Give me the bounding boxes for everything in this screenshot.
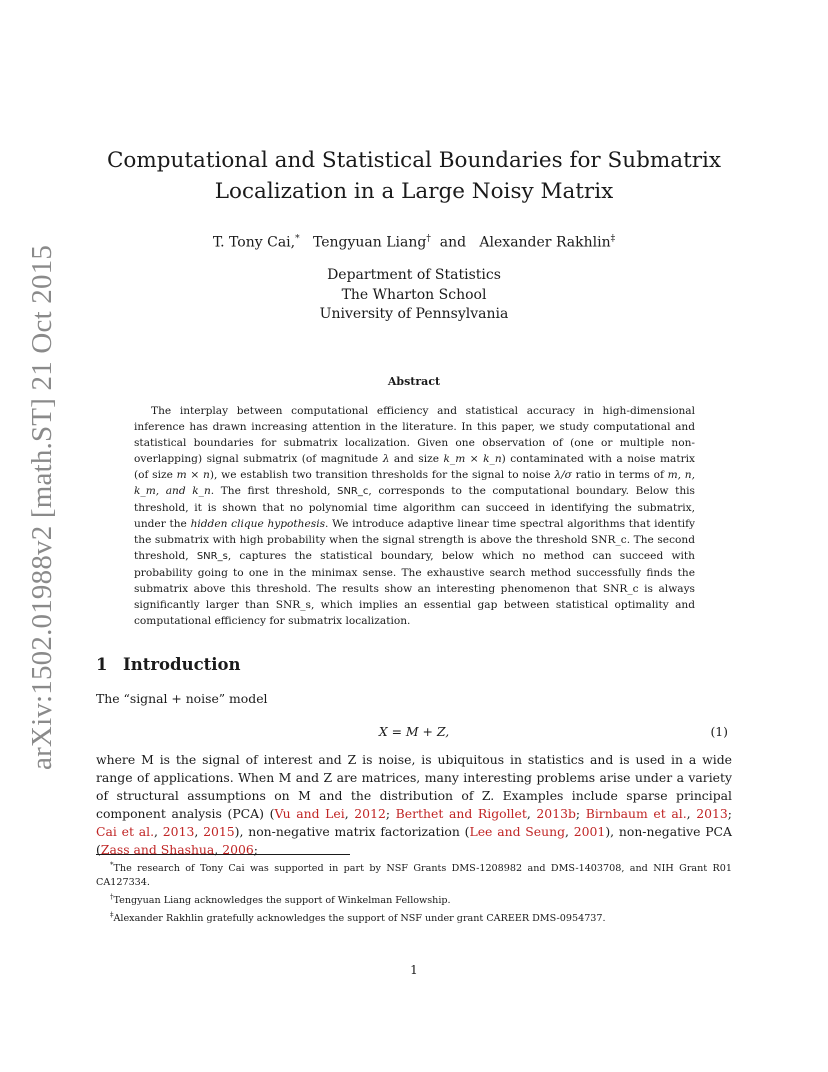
affiliation-line-1: Department of Statistics (327, 267, 501, 283)
citation-link[interactable]: Berthet and Rigollet (395, 806, 527, 821)
citation-year-link[interactable]: 2013 (162, 824, 195, 839)
citation-year-link[interactable]: 2013b (536, 806, 576, 821)
author-cai: T. Tony Cai, (212, 234, 296, 251)
abstract-text: ) contaminated with a noise matrix (of size (134, 453, 696, 481)
equation-body: X = M + Z, (378, 724, 450, 739)
section-title: Introduction (123, 655, 241, 674)
paragraph-body: where M is the signal of interest and Z is noise, is ubiquitous in statistics and is used in a wide range of applications. When M and Z are matrices, many interesting problems arise under a variety of structural assumptions on M and the distribution of Z. Examples include sparse principal component analysis (PCA) (Vu and Lei, 2012; Berthet and Rigollet, 2013b; Birnbaum et al., 2013; Cai et al., 2013, 2015), non-negative matrix factorization (Lee and Seung, 2001), non-negative PCA (Zass and Shashua, 2006; (96, 752, 732, 857)
affiliation-line-2: The Wharton School (341, 286, 487, 303)
abstract-text: . We introduce adaptive linear time spectral algorithms that identify the submatrix with high probability when the signal strength is above the threshold SNR_c. The second threshold, (134, 518, 695, 562)
abstract-math: SNR_c (337, 486, 369, 497)
footnote-text: Tengyuan Liang acknowledges the support of Winkelman Fellowship. (113, 895, 451, 907)
abstract-math: λ (382, 453, 390, 465)
abstract-text: and size (389, 453, 444, 465)
author-liang-mark: † (426, 234, 431, 244)
affiliation (96, 266, 732, 325)
author-rakhlin: Alexander Rakhlin (479, 234, 611, 251)
author-liang: Tengyuan Liang (312, 234, 427, 251)
footnote-mark: * (110, 861, 114, 869)
abstract-math: λ/σ (554, 469, 572, 481)
paragraph-intro: The “signal + noise” model (96, 691, 268, 706)
citation-year-link[interactable]: 2013 (696, 806, 728, 821)
abstract-math: m × n (176, 469, 210, 481)
author-cai-mark: * (295, 234, 300, 244)
footnote-mark: ‡ (110, 911, 114, 920)
abstract-math: m, n, k_m, and k_n (134, 469, 695, 497)
body-text: ), non-negative PCA ( (96, 824, 732, 857)
title-line-1: Computational and Statistical Boundaries for Submatrix (106, 148, 721, 173)
footnote-rule (96, 854, 350, 855)
body-text: where M is the signal of interest and Z is noise, is ubiquitous in statistics and is used in a wide range of applications. When M and Z are matrices, many interesting problems arise under a variety of structural assumptions on M and the distribution of Z. Examples include sparse principal component analysis (PCA) ( (96, 752, 732, 821)
footnote-text: Alexander Rakhlin gratefully acknowledges the support of NSF under grant CAREER DMS-0954737. (113, 913, 606, 925)
abstract-text: , captures the statistical boundary, below which no method can succeed with probability going to one in the minimax sense. The exhaustive search method successfully finds the submatrix above this threshold. The results show an interesting phenomenon that SNR_c is always significantly larger than SNR_s, which implies an essential gap between statistical optimality and computational efficiency for submatrix localization. (134, 550, 695, 627)
abstract-text: , corresponds to the computational boundary. Below this threshold, it is shown that no polynomial time algorithm can succeed in identifying the submatrix, under the (134, 485, 695, 530)
citation-year-link[interactable]: 2006 (222, 842, 254, 857)
abstract-text: ratio in terms of (571, 469, 668, 481)
abstract-text: ), we establish two transition thresholds for the signal to noise (209, 469, 555, 481)
citation-link[interactable]: Vu and Lei (274, 806, 345, 821)
abstract-emphasis: hidden clique hypothesis (190, 518, 326, 530)
equation-number: (1) (710, 724, 728, 739)
equation (96, 724, 732, 742)
section-heading (96, 655, 241, 674)
title-line-2: Localization in a Large Noisy Matrix (214, 179, 614, 204)
footnote-mark: † (110, 893, 114, 902)
footnote-2 (96, 890, 732, 908)
abstract-text: . The first threshold, (210, 485, 338, 497)
body-text: ), non-negative matrix factorization ( (234, 824, 470, 839)
author-list (96, 229, 732, 253)
arxiv-stamp: arXiv:1502.01988v2 [math.ST] 21 Oct 2015 (26, 244, 58, 770)
affiliation-line-3: University of Pennsylvania (319, 306, 509, 322)
abstract-text: The interplay between computational efficiency and statistical accuracy in high-dimensional inference has drawn increasing attention in the literature. In this paper, we study computational and statistical boundaries for submatrix localization. Given one observation of (one or multiple non-overlapping) signal submatrix (of magnitude (134, 405, 695, 465)
footnote-3 (96, 908, 732, 926)
citation-link[interactable]: Birnbaum et al. (585, 806, 687, 821)
citation-link[interactable]: Zass and Shashua (100, 842, 215, 857)
page-number: 1 (410, 963, 418, 977)
footnote-1 (96, 858, 732, 890)
abstract-heading: Abstract (387, 375, 441, 388)
footnote-text: The research of Tony Cai was supported in part by NSF Grants DMS-1208982 and DMS-1403708, and NIH Grant R01 CA127334. (96, 863, 732, 889)
citation-year-link[interactable]: 2001 (573, 824, 606, 839)
abstract-math: SNR_s (196, 551, 228, 562)
paper-title (96, 145, 732, 207)
footnotes (96, 858, 732, 927)
author-and: and (439, 234, 467, 251)
abstract-body (134, 403, 695, 629)
section-number: 1 (96, 655, 108, 674)
citation-link[interactable]: Cai et al. (96, 824, 155, 839)
abstract-math: k_m × k_n (443, 453, 502, 465)
citation-link[interactable]: Lee and Seung (469, 824, 566, 839)
citation-year-link[interactable]: 2015 (203, 824, 235, 839)
author-rakhlin-mark: ‡ (610, 234, 616, 244)
citation-year-link[interactable]: 2012 (354, 806, 386, 821)
body-text: ; (253, 842, 258, 857)
